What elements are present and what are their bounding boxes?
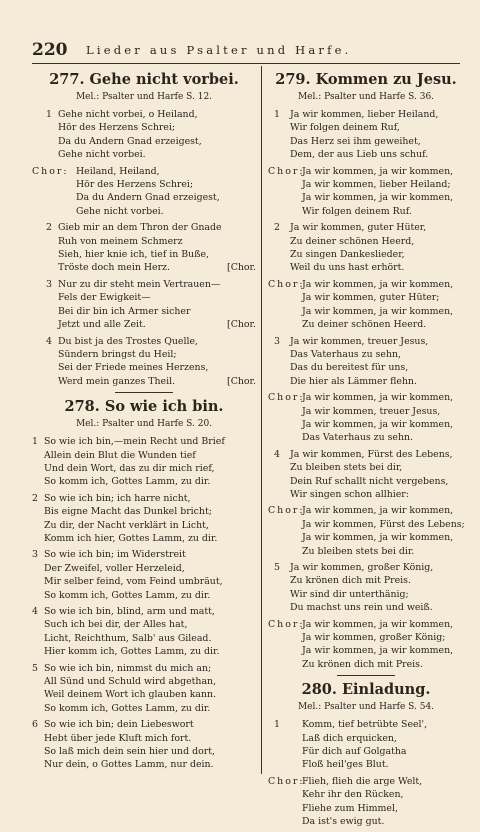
verse-line: Weil deinem Wort ich glauben kann.: [44, 689, 217, 701]
verse-line: Sündern bringst du Heil;: [58, 348, 177, 360]
verse-number: 1: [32, 436, 38, 448]
verse-line: Du machst uns rein und weiß.: [290, 602, 433, 614]
verse-line: Dem, der aus Lieb uns schuf.: [290, 149, 429, 161]
verse-line: Zu singen Dankeslieder,: [290, 249, 405, 261]
verse-line: Ja wir kommen, guter Hüter,: [290, 222, 427, 234]
verse-line: Bei dir bin ich Armer sicher: [58, 305, 191, 317]
verse-line: Weil du uns hast erhört.: [290, 262, 405, 274]
chorus: [32, 165, 256, 219]
verse-line: Dein Ruf schallt nicht vergebens,: [290, 475, 449, 487]
verse-line: Such ich bei dir, der Alles hat,: [44, 619, 188, 631]
chorus-line: Zu krönen dich mit Preis.: [302, 658, 423, 670]
chorus-line: Da ist's ewig gut.: [302, 816, 385, 828]
verse-number: 4: [274, 448, 280, 460]
verse-line: [32, 261, 256, 274]
chorus-reference: [Chor.: [227, 262, 256, 274]
chorus: [268, 278, 464, 332]
verse-line: Zu krönen dich mit Preis.: [290, 575, 411, 587]
verse: [268, 221, 464, 275]
verse-line: [32, 318, 256, 331]
verse-line: So komm ich, Gottes Lamm, zu dir.: [44, 476, 211, 488]
chorus-label: Chor:: [268, 775, 305, 787]
verse-line-text: Jetzt und alle Zeit.: [58, 319, 146, 331]
verse-line: Fels der Ewigkeit—: [58, 292, 151, 304]
chorus-line: Ja wir kommen, ja wir kommen,: [302, 618, 454, 630]
chorus-line: Ja wir kommen, lieber Heiland;: [302, 179, 451, 191]
chorus-line: Ja wir kommen, großer König;: [302, 632, 446, 644]
chorus-line: Fliehe zum Himmel,: [302, 802, 398, 814]
header-rule: [32, 63, 460, 64]
verse-line: Der Zweifel, voller Herzeleid,: [44, 562, 185, 574]
chorus-line: Heiland, Heiland,: [76, 165, 160, 177]
verse: [32, 221, 256, 275]
melody-note: Mel.: Psalter und Harfe S. 54.: [297, 702, 435, 713]
verse-number: 2: [274, 222, 280, 234]
hymn-title: 277. Gehe nicht vorbei.: [49, 71, 239, 88]
verse: [18, 492, 256, 546]
verse-number: 3: [46, 278, 52, 290]
verse-line: Nur zu dir steht mein Vertrauen—: [58, 278, 221, 290]
melody-note: Mel.: Psalter und Harfe S. 12.: [75, 92, 213, 102]
page-header: [32, 40, 460, 62]
verse-line: Ja wir kommen, großer König,: [290, 562, 434, 573]
verse: [32, 108, 256, 162]
chorus: [268, 391, 464, 445]
verse-line: Gehe nicht vorbei.: [58, 149, 146, 161]
verse-number: 2: [32, 492, 38, 504]
verse-number: 4: [32, 606, 38, 617]
chorus-line: Gehe nicht vorbei.: [76, 205, 164, 217]
verse-line: Ruh von meinem Schmerz: [58, 235, 183, 247]
verse-line: Hebt über jede Kluft mich fort.: [44, 732, 192, 744]
verse-line: Komm, tief betrübte Seel',: [302, 719, 428, 731]
verse-line: Zu bleiben stets bei dir,: [290, 462, 403, 474]
verse-line: So wie ich bin; dein Liebeswort: [44, 719, 194, 731]
verse-line: Wir sind dir unterthänig;: [290, 588, 409, 600]
right-column: [268, 66, 464, 832]
chorus-line: Flieh, flieh die arge Welt,: [302, 775, 423, 787]
verse-line: Floß heil'ges Blut.: [302, 759, 389, 771]
verse-line: Ja wir kommen, lieber Heiland,: [290, 109, 439, 120]
chorus-line: Ja wir kommen, guter Hüter;: [302, 292, 440, 304]
verse-number: 1: [274, 719, 280, 731]
chorus-line: Zu deiner schönen Heerd.: [302, 319, 427, 331]
verse-line: [32, 375, 256, 388]
verse-number: 4: [46, 335, 52, 347]
verse-line: Bis eigne Macht das Dunkel bricht;: [44, 506, 212, 518]
chorus-line: Ja wir kommen, Fürst des Lebens;: [302, 518, 465, 530]
chorus-reference: [Chor.: [227, 375, 256, 387]
column-divider: [261, 66, 262, 774]
verse-line: Zu deiner schönen Heerd,: [290, 235, 415, 247]
chorus-line: Ja wir kommen, ja wir kommen,: [302, 278, 454, 290]
chorus-line: Ja wir kommen, ja wir kommen,: [302, 392, 454, 404]
verse-line: Ja wir kommen, Fürst des Lebens,: [290, 448, 453, 460]
chorus-label: Chor:: [268, 392, 305, 404]
verse: [18, 662, 256, 716]
verse-line: Hör des Herzens Schrei;: [58, 122, 176, 134]
verse-number: 5: [32, 662, 38, 674]
chorus-line: Ja wir kommen, ja wir kommen,: [302, 505, 454, 517]
chorus-line: Ja wir kommen, ja wir kommen,: [302, 192, 454, 204]
chorus-line: Zu bleiben stets bei dir.: [302, 545, 415, 557]
chorus-line: Da du Andern Gnad erzeigest,: [76, 192, 220, 204]
verse-line: So wie ich bin; im Widerstreit: [44, 549, 186, 561]
verse-line: So wie ich bin; ich harre nicht,: [44, 492, 191, 504]
chorus: [268, 618, 464, 672]
chorus-line: Das Vaterhaus zu sehn.: [302, 432, 414, 444]
melody-note: Mel.: Psalter und Harfe S. 36.: [297, 92, 435, 102]
melody-note: Mel.: Psalter und Harfe S. 20.: [75, 419, 213, 430]
verse-line: Mir selber feind, vom Feind umbräut,: [44, 576, 223, 588]
verse-line: Das Vaterhaus zu sehn,: [290, 348, 402, 360]
verse-line-text: Werd mein ganzes Theil.: [58, 375, 176, 387]
chorus-reference: [Chor.: [227, 319, 256, 331]
verse-line: Da du Andern Gnad erzeigest,: [58, 135, 202, 147]
verse-line: Zu dir, der Nacht verklärt in Licht,: [44, 519, 209, 531]
verse-number: 2: [46, 222, 52, 234]
running-title: Lieder aus Psalter und Harfe.: [86, 43, 352, 57]
chorus-line: Ja wir kommen, treuer Jesus,: [302, 405, 441, 417]
chorus-label: Chor:: [268, 618, 305, 630]
verse-line: Ja wir kommen, treuer Jesus,: [290, 335, 429, 347]
verse: [32, 335, 256, 389]
left-column: [32, 66, 256, 775]
chorus-line: Ja wir kommen, ja wir kommen,: [302, 305, 454, 317]
verse-line: Du bist ja des Trostes Quelle,: [58, 335, 199, 347]
chorus-line: Ja wir kommen, ja wir kommen,: [302, 532, 454, 544]
verse: [268, 108, 464, 162]
chorus-label: Chor:: [32, 165, 69, 177]
chorus: [268, 775, 464, 829]
chorus-line: Ja wir kommen, ja wir kommen,: [302, 165, 454, 177]
chorus-line: Wir folgen deinem Ruf.: [302, 205, 412, 217]
chorus-label: Chor:: [268, 278, 305, 290]
verse: [268, 718, 464, 772]
verse: [18, 435, 256, 489]
verse-number: 5: [274, 562, 280, 573]
verse-number: 1: [274, 109, 280, 120]
verse-number: 3: [274, 335, 280, 347]
verse-line: Nur dein, o Gottes Lamm, nur dein.: [44, 759, 214, 771]
verse-line: Hier komm ich, Gottes Lamm, zu dir.: [44, 646, 220, 658]
verse-line-text: Tröste doch mein Herz.: [58, 262, 170, 274]
verse-line: Das du bereitest für uns,: [290, 362, 409, 374]
chorus-line: Kehr ihr den Rücken,: [302, 789, 404, 801]
verse-line: Gehe nicht vorbei, o Heiland,: [58, 109, 198, 120]
chorus-line: Ja wir kommen, ja wir kommen,: [302, 645, 454, 657]
verse-line: So laß mich dein sein hier und dort,: [44, 746, 215, 758]
verse-line: So wie ich bin, nimmst du mich an;: [44, 662, 212, 674]
hymn-separator: [337, 675, 395, 676]
verse-line: Wir singen schon allhier:: [290, 488, 409, 500]
hymn-title: 280. Einladung.: [301, 681, 431, 699]
verse-line: Komm ich hier, Gottes Lamm, zu dir.: [44, 532, 218, 544]
verse-line: Licht, Reichthum, Salb' aus Gilead.: [44, 632, 212, 644]
verse: [18, 605, 256, 659]
chorus-label: Chor:: [268, 165, 305, 177]
verse-line: Die hier als Lämmer flehn.: [290, 375, 417, 387]
chorus-line: Hör des Herzens Schrei;: [76, 179, 194, 191]
verse-line: Für dich auf Golgatha: [302, 746, 407, 758]
verse-number: 6: [32, 719, 38, 731]
verse-line: Das Herz sei ihm geweihet,: [290, 135, 421, 147]
verse-line: So komm ich, Gottes Lamm, zu dir.: [44, 702, 211, 714]
verse-line: Sei der Friede meines Herzens,: [58, 362, 209, 374]
verse-line: Und dein Wort, das zu dir mich rief,: [44, 462, 215, 474]
verse: [32, 278, 256, 332]
hymn-title: 278. So wie ich bin.: [64, 398, 224, 416]
verse-number: 1: [46, 109, 52, 120]
verse-line: So wie ich bin,—mein Recht und Brief: [44, 436, 225, 448]
verse-line: Wir folgen deinem Ruf,: [290, 122, 400, 134]
verse: [268, 335, 464, 389]
verse-line: Gieb mir an dem Thron der Gnade: [58, 222, 222, 234]
verse-line: So wie ich bin, blind, arm und matt,: [44, 606, 215, 617]
chorus-label: Chor:: [268, 505, 305, 517]
chorus-line: Ja wir kommen, ja wir kommen,: [302, 418, 454, 430]
verse: [268, 448, 464, 502]
chorus: [268, 165, 464, 219]
chorus: [268, 504, 464, 558]
verse-line: So komm ich, Gottes Lamm, zu dir.: [44, 589, 211, 601]
verse-number: 3: [32, 549, 38, 561]
verse-line: All Sünd und Schuld wird abgethan,: [44, 676, 217, 688]
verse: [268, 561, 464, 615]
hymn-separator: [115, 392, 173, 393]
hymn-title: 279. Kommen zu Jesu.: [275, 71, 457, 88]
verse-line: Allein dein Blut die Wunden tief: [44, 449, 196, 461]
verse: [18, 548, 256, 602]
verse-line: Laß dich erquicken,: [302, 732, 397, 744]
verse-line: Sieh, hier knie ich, tief in Buße,: [58, 249, 210, 261]
page-number: 220: [32, 40, 68, 60]
verse: [18, 718, 256, 772]
